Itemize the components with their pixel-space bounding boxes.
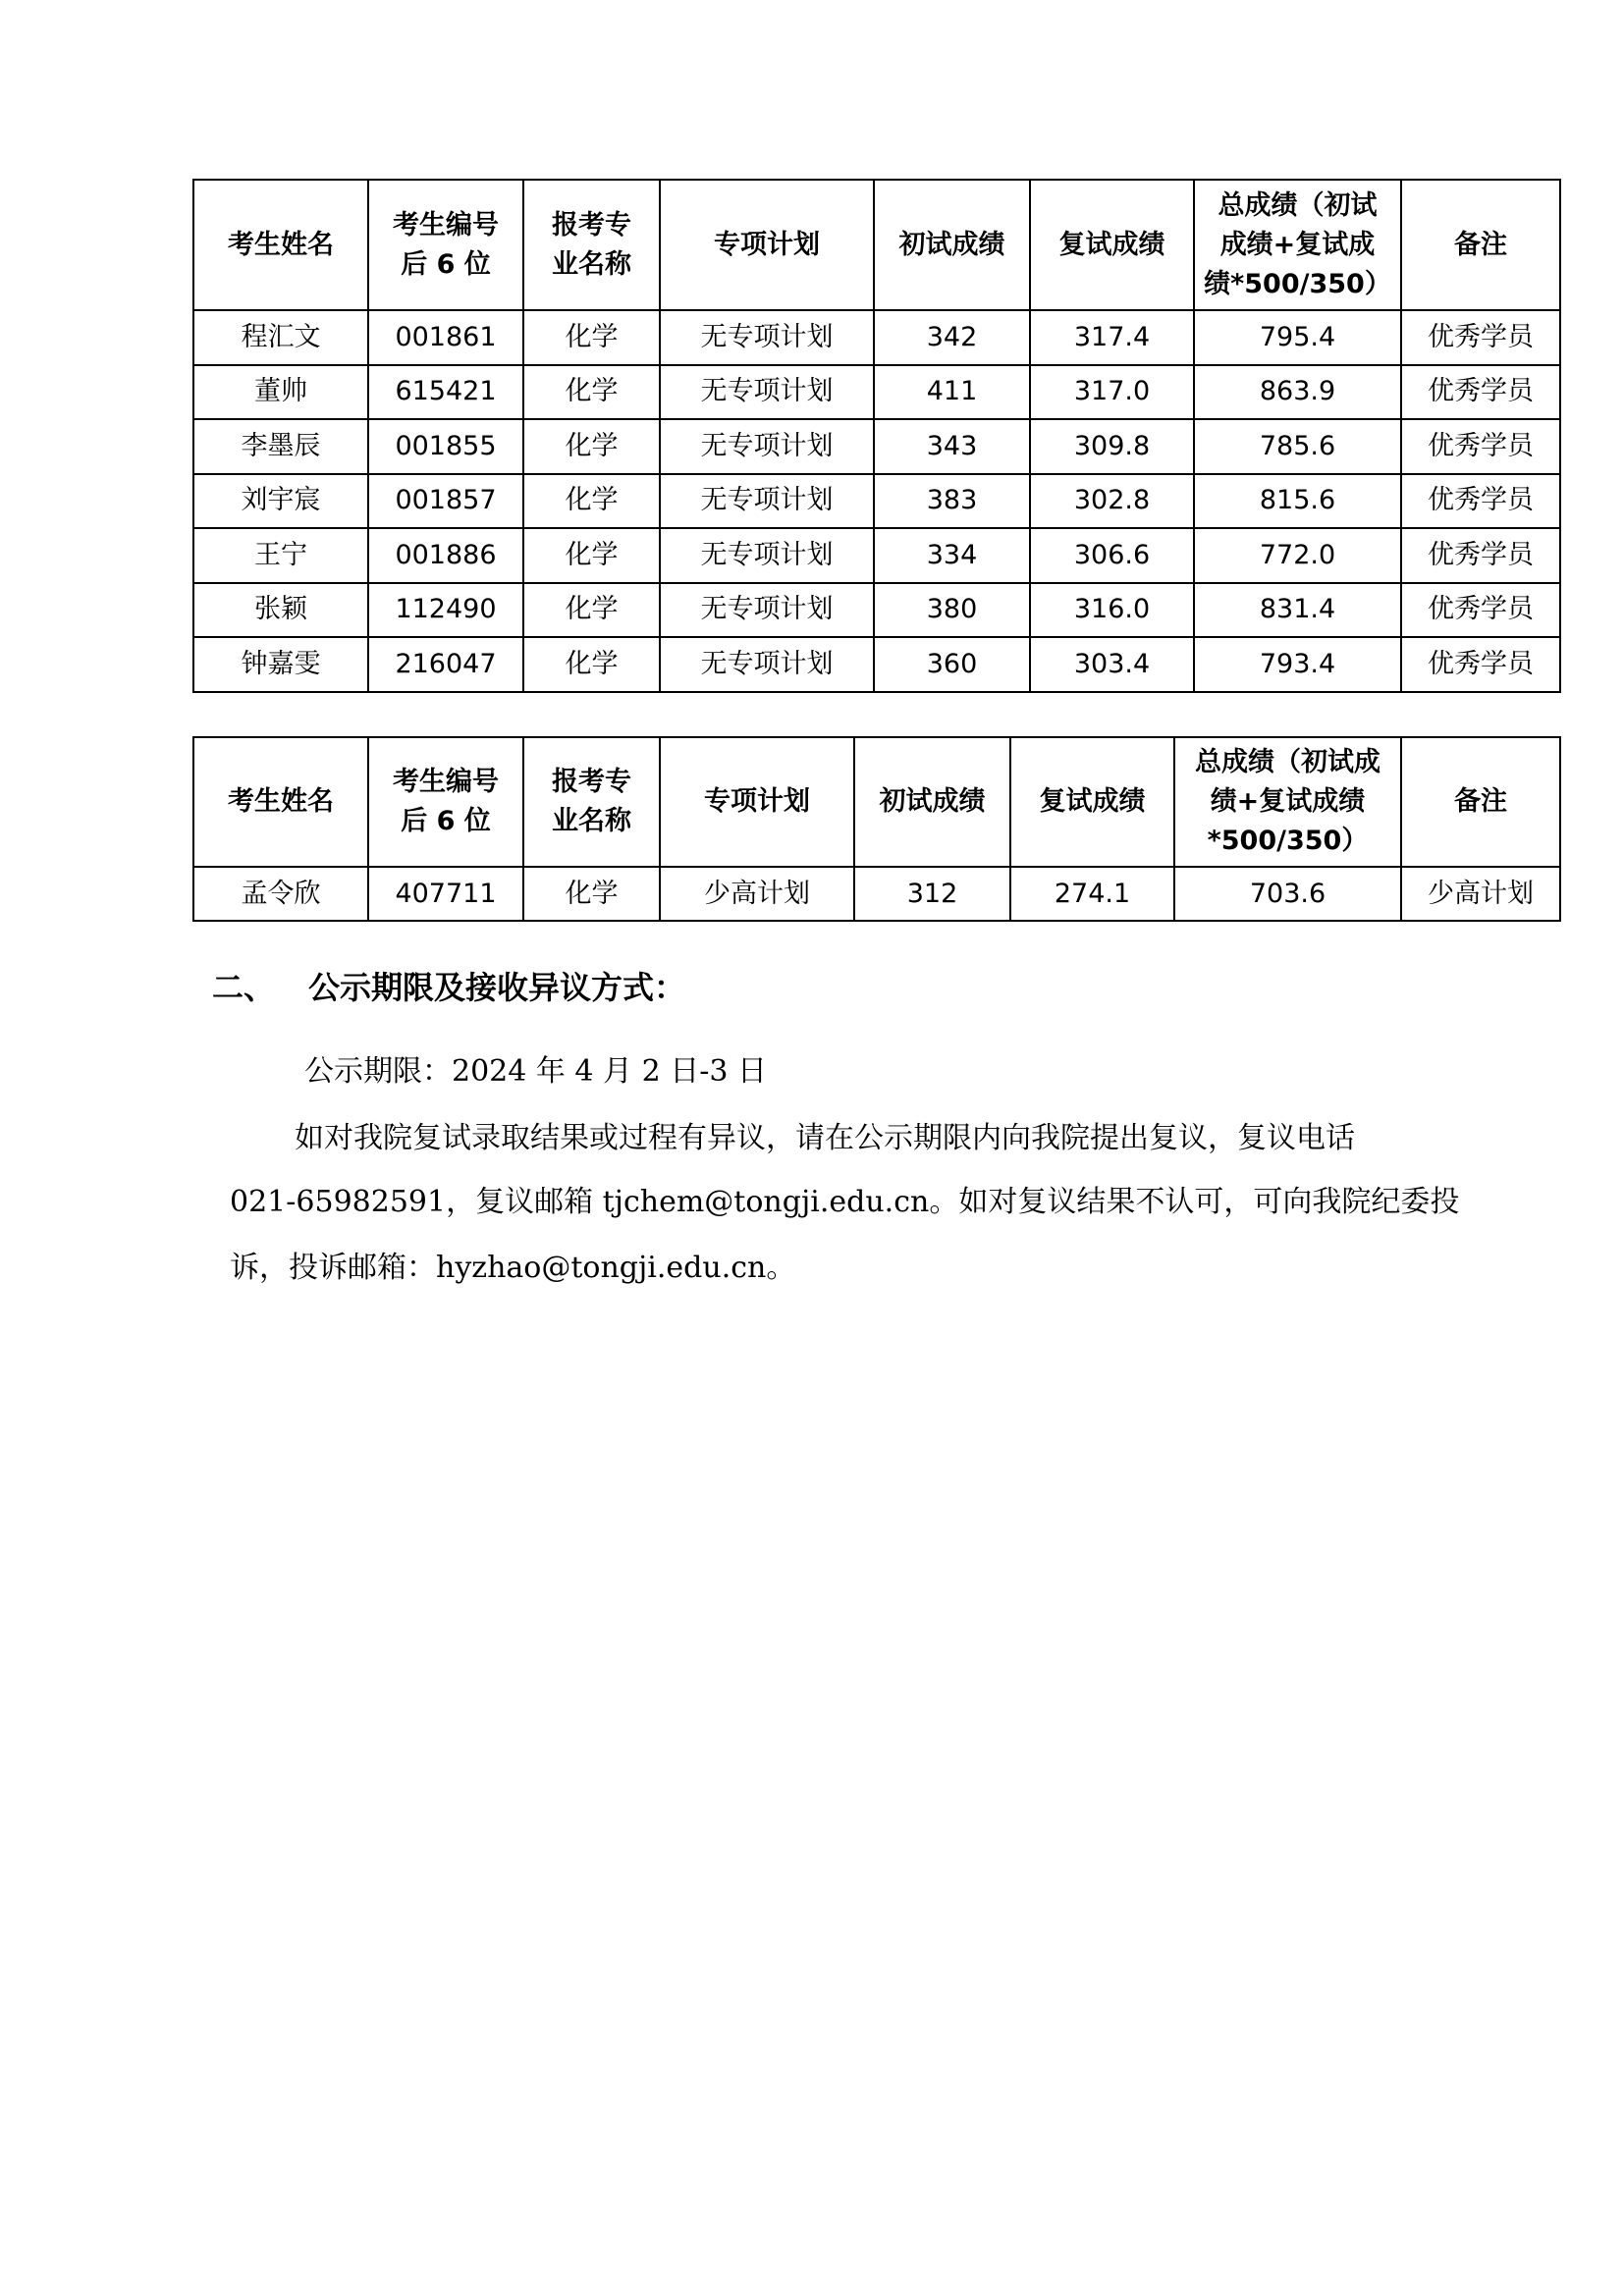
cell-name: 刘宇宸 — [193, 474, 368, 529]
cell-major: 化学 — [523, 365, 660, 420]
cell-total-score: 703.6 — [1174, 867, 1401, 921]
cell-total-score: 772.0 — [1194, 528, 1401, 583]
table-row — [193, 867, 1560, 921]
cell-total-score: 793.4 — [1194, 637, 1401, 692]
cell-id: 615421 — [368, 365, 523, 420]
objection-paragraph-line: 021-65982591，复议邮箱 tjchem@tongji.edu.cn。如对复议结果不认可，可向我院纪委投 — [230, 1185, 1460, 1219]
cell-second-score: 317.4 — [1030, 310, 1194, 365]
cell-second-score: 303.4 — [1030, 637, 1194, 692]
table-header-row — [193, 737, 1560, 867]
section-title: 公示期限及接收异议方式： — [308, 969, 686, 1006]
cell-plan: 无专项计划 — [660, 310, 874, 365]
cell-plan: 无专项计划 — [660, 583, 874, 638]
cell-name: 张颖 — [193, 583, 368, 638]
admission-results-table — [192, 179, 1561, 693]
table-row — [193, 365, 1560, 420]
cell-plan: 无专项计划 — [660, 637, 874, 692]
header-total-score: 总成绩（初试 成绩+复试成 绩*500/350） — [1194, 180, 1401, 310]
cell-plan: 无专项计划 — [660, 474, 874, 529]
section-heading — [212, 966, 685, 1009]
header-remark: 备注 — [1401, 737, 1560, 867]
header-major: 报考专 业名称 — [523, 180, 660, 310]
cell-second-score: 302.8 — [1030, 474, 1194, 529]
cell-id: 001855 — [368, 419, 523, 474]
table-row — [193, 637, 1560, 692]
objection-paragraph-line: 诉，投诉邮箱：hyzhao@tongji.edu.cn。 — [230, 1251, 796, 1285]
cell-remark: 优秀学员 — [1401, 310, 1560, 365]
header-total-score: 总成绩（初试成 绩+复试成绩 *500/350） — [1174, 737, 1401, 867]
section-number: 二、 — [212, 969, 276, 1006]
cell-name: 董帅 — [193, 365, 368, 420]
cell-plan: 无专项计划 — [660, 365, 874, 420]
header-name: 考生姓名 — [193, 737, 368, 867]
cell-first-score: 383 — [874, 474, 1030, 529]
header-major: 报考专 业名称 — [523, 737, 660, 867]
table-row — [193, 419, 1560, 474]
cell-major: 化学 — [523, 474, 660, 529]
cell-name: 王宁 — [193, 528, 368, 583]
cell-major: 化学 — [523, 867, 660, 921]
cell-plan: 无专项计划 — [660, 528, 874, 583]
cell-total-score: 785.6 — [1194, 419, 1401, 474]
table-row — [193, 310, 1560, 365]
header-id: 考生编号 后 6 位 — [368, 737, 523, 867]
cell-second-score: 306.6 — [1030, 528, 1194, 583]
cell-first-score: 380 — [874, 583, 1030, 638]
cell-first-score: 342 — [874, 310, 1030, 365]
cell-total-score: 815.6 — [1194, 474, 1401, 529]
cell-id: 112490 — [368, 583, 523, 638]
cell-remark: 优秀学员 — [1401, 419, 1560, 474]
cell-first-score: 312 — [854, 867, 1010, 921]
table-row — [193, 474, 1560, 529]
cell-remark: 优秀学员 — [1401, 474, 1560, 529]
cell-remark: 少高计划 — [1401, 867, 1560, 921]
header-id: 考生编号 后 6 位 — [368, 180, 523, 310]
cell-second-score: 274.1 — [1010, 867, 1174, 921]
cell-id: 001861 — [368, 310, 523, 365]
header-first-score: 初试成绩 — [874, 180, 1030, 310]
header-first-score: 初试成绩 — [854, 737, 1010, 867]
cell-name: 李墨辰 — [193, 419, 368, 474]
objection-paragraph-line: 如对我院复试录取结果或过程有异议，请在公示期限内向我院提出复议，复议电话 — [295, 1121, 1355, 1155]
cell-id: 001886 — [368, 528, 523, 583]
cell-total-score: 863.9 — [1194, 365, 1401, 420]
cell-remark: 优秀学员 — [1401, 365, 1560, 420]
table-header-row — [193, 180, 1560, 310]
special-plan-results-table — [192, 736, 1561, 922]
cell-major: 化学 — [523, 310, 660, 365]
header-plan: 专项计划 — [660, 737, 854, 867]
table-row — [193, 583, 1560, 638]
header-second-score: 复试成绩 — [1030, 180, 1194, 310]
cell-first-score: 411 — [874, 365, 1030, 420]
cell-second-score: 316.0 — [1030, 583, 1194, 638]
cell-total-score: 831.4 — [1194, 583, 1401, 638]
cell-second-score: 309.8 — [1030, 419, 1194, 474]
cell-name: 孟令欣 — [193, 867, 368, 921]
publicity-period-text: 公示期限：2024 年 4 月 2 日-3 日 — [304, 1054, 767, 1089]
header-remark: 备注 — [1401, 180, 1560, 310]
cell-major: 化学 — [523, 637, 660, 692]
cell-total-score: 795.4 — [1194, 310, 1401, 365]
header-name: 考生姓名 — [193, 180, 368, 310]
cell-first-score: 360 — [874, 637, 1030, 692]
header-plan: 专项计划 — [660, 180, 874, 310]
cell-name: 钟嘉雯 — [193, 637, 368, 692]
header-second-score: 复试成绩 — [1010, 737, 1174, 867]
table-row — [193, 528, 1560, 583]
cell-first-score: 343 — [874, 419, 1030, 474]
cell-id: 001857 — [368, 474, 523, 529]
cell-second-score: 317.0 — [1030, 365, 1194, 420]
cell-remark: 优秀学员 — [1401, 528, 1560, 583]
cell-id: 216047 — [368, 637, 523, 692]
cell-first-score: 334 — [874, 528, 1030, 583]
cell-remark: 优秀学员 — [1401, 583, 1560, 638]
cell-major: 化学 — [523, 583, 660, 638]
cell-name: 程汇文 — [193, 310, 368, 365]
cell-id: 407711 — [368, 867, 523, 921]
cell-remark: 优秀学员 — [1401, 637, 1560, 692]
cell-major: 化学 — [523, 528, 660, 583]
cell-plan: 无专项计划 — [660, 419, 874, 474]
cell-plan: 少高计划 — [660, 867, 854, 921]
cell-major: 化学 — [523, 419, 660, 474]
